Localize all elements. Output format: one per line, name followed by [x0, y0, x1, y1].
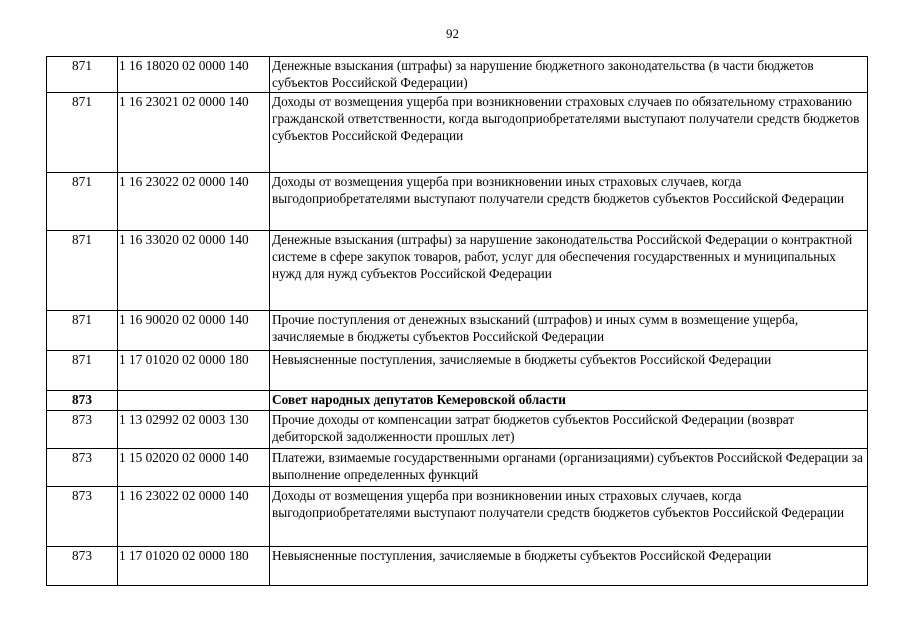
revenue-code-cell: 1 13 02992 02 0003 130 — [118, 411, 270, 449]
revenue-code-cell: 1 16 23022 02 0000 140 — [118, 487, 270, 547]
admin-code-cell: 873 — [47, 411, 118, 449]
admin-code-cell: 871 — [47, 173, 118, 231]
table-row — [47, 93, 868, 173]
revenue-name-cell: Невыясненные поступления, зачисляемые в бюджеты субъектов Российской Федерации — [270, 547, 868, 586]
revenue-name-cell: Прочие доходы от компенсации затрат бюджетов субъектов Российской Федерации (возврат дебиторской задолженности прошлых лет) — [270, 411, 868, 449]
admin-code-cell: 871 — [47, 231, 118, 311]
admin-code-cell: 873 — [47, 547, 118, 586]
revenue-name-cell: Доходы от возмещения ущерба при возникновении страховых случаев по обязательному страхованию гражданской ответственности, когда выгодоприобретателями выступают получатели средств бюджетов субъектов Российской Федерации — [270, 93, 868, 173]
admin-code-cell: 873 — [47, 391, 118, 411]
admin-code-cell: 871 — [47, 93, 118, 173]
table-row — [47, 351, 868, 391]
revenue-name-cell: Доходы от возмещения ущерба при возникновении иных страховых случаев, когда выгодоприобретателями выступают получатели средств бюджетов субъектов Российской Федерации — [270, 173, 868, 231]
revenue-name-cell: Платежи, взимаемые государственными органами (организациями) субъектов Российской Федерации за выполнение определенных функций — [270, 449, 868, 487]
revenue-code-cell: 1 15 02020 02 0000 140 — [118, 449, 270, 487]
table-row — [47, 231, 868, 311]
admin-code-cell: 871 — [47, 57, 118, 93]
revenue-code-cell: 1 16 90020 02 0000 140 — [118, 311, 270, 351]
table-row — [47, 449, 868, 487]
revenue-code-cell: 1 16 23021 02 0000 140 — [118, 93, 270, 173]
revenue-name-cell: Прочие поступления от денежных взысканий (штрафов) и иных сумм в возмещение ущерба, зачисляемые в бюджеты субъектов Российской Федерации — [270, 311, 868, 351]
revenue-code-cell: 1 16 18020 02 0000 140 — [118, 57, 270, 93]
revenue-name-cell: Невыясненные поступления, зачисляемые в бюджеты субъектов Российской Федерации — [270, 351, 868, 391]
revenue-name-cell: Денежные взыскания (штрафы) за нарушение бюджетного законодательства (в части бюджетов субъектов Российской Федерации) — [270, 57, 868, 93]
table-row — [47, 487, 868, 547]
page-number: 92 — [446, 26, 459, 41]
admin-code-cell: 871 — [47, 311, 118, 351]
admin-code-cell: 871 — [47, 351, 118, 391]
table-row — [47, 173, 868, 231]
revenue-code-cell: 1 17 01020 02 0000 180 — [118, 547, 270, 586]
table-row — [47, 311, 868, 351]
table-row — [47, 547, 868, 586]
table-row — [47, 57, 868, 93]
section-header-row — [47, 391, 868, 411]
revenue-code-cell: 1 16 23022 02 0000 140 — [118, 173, 270, 231]
revenue-name-cell: Доходы от возмещения ущерба при возникновении иных страховых случаев, когда выгодоприобретателями выступают получатели средств бюджетов субъектов Российской Федерации — [270, 487, 868, 547]
revenue-code-cell: 1 16 33020 02 0000 140 — [118, 231, 270, 311]
revenue-codes-table — [46, 56, 868, 586]
revenue-name-cell: Денежные взыскания (штрафы) за нарушение законодательства Российской Федерации о контрактной системе в сфере закупок товаров, работ, услуг для обеспечения государственных и муниципальных нужд для нужд субъектов Российской Федерации — [270, 231, 868, 311]
revenue-code-cell: 1 17 01020 02 0000 180 — [118, 351, 270, 391]
revenue-code-cell — [118, 391, 270, 411]
admin-code-cell: 873 — [47, 449, 118, 487]
table-row — [47, 411, 868, 449]
admin-code-cell: 873 — [47, 487, 118, 547]
section-title-cell: Совет народных депутатов Кемеровской области — [270, 391, 868, 411]
